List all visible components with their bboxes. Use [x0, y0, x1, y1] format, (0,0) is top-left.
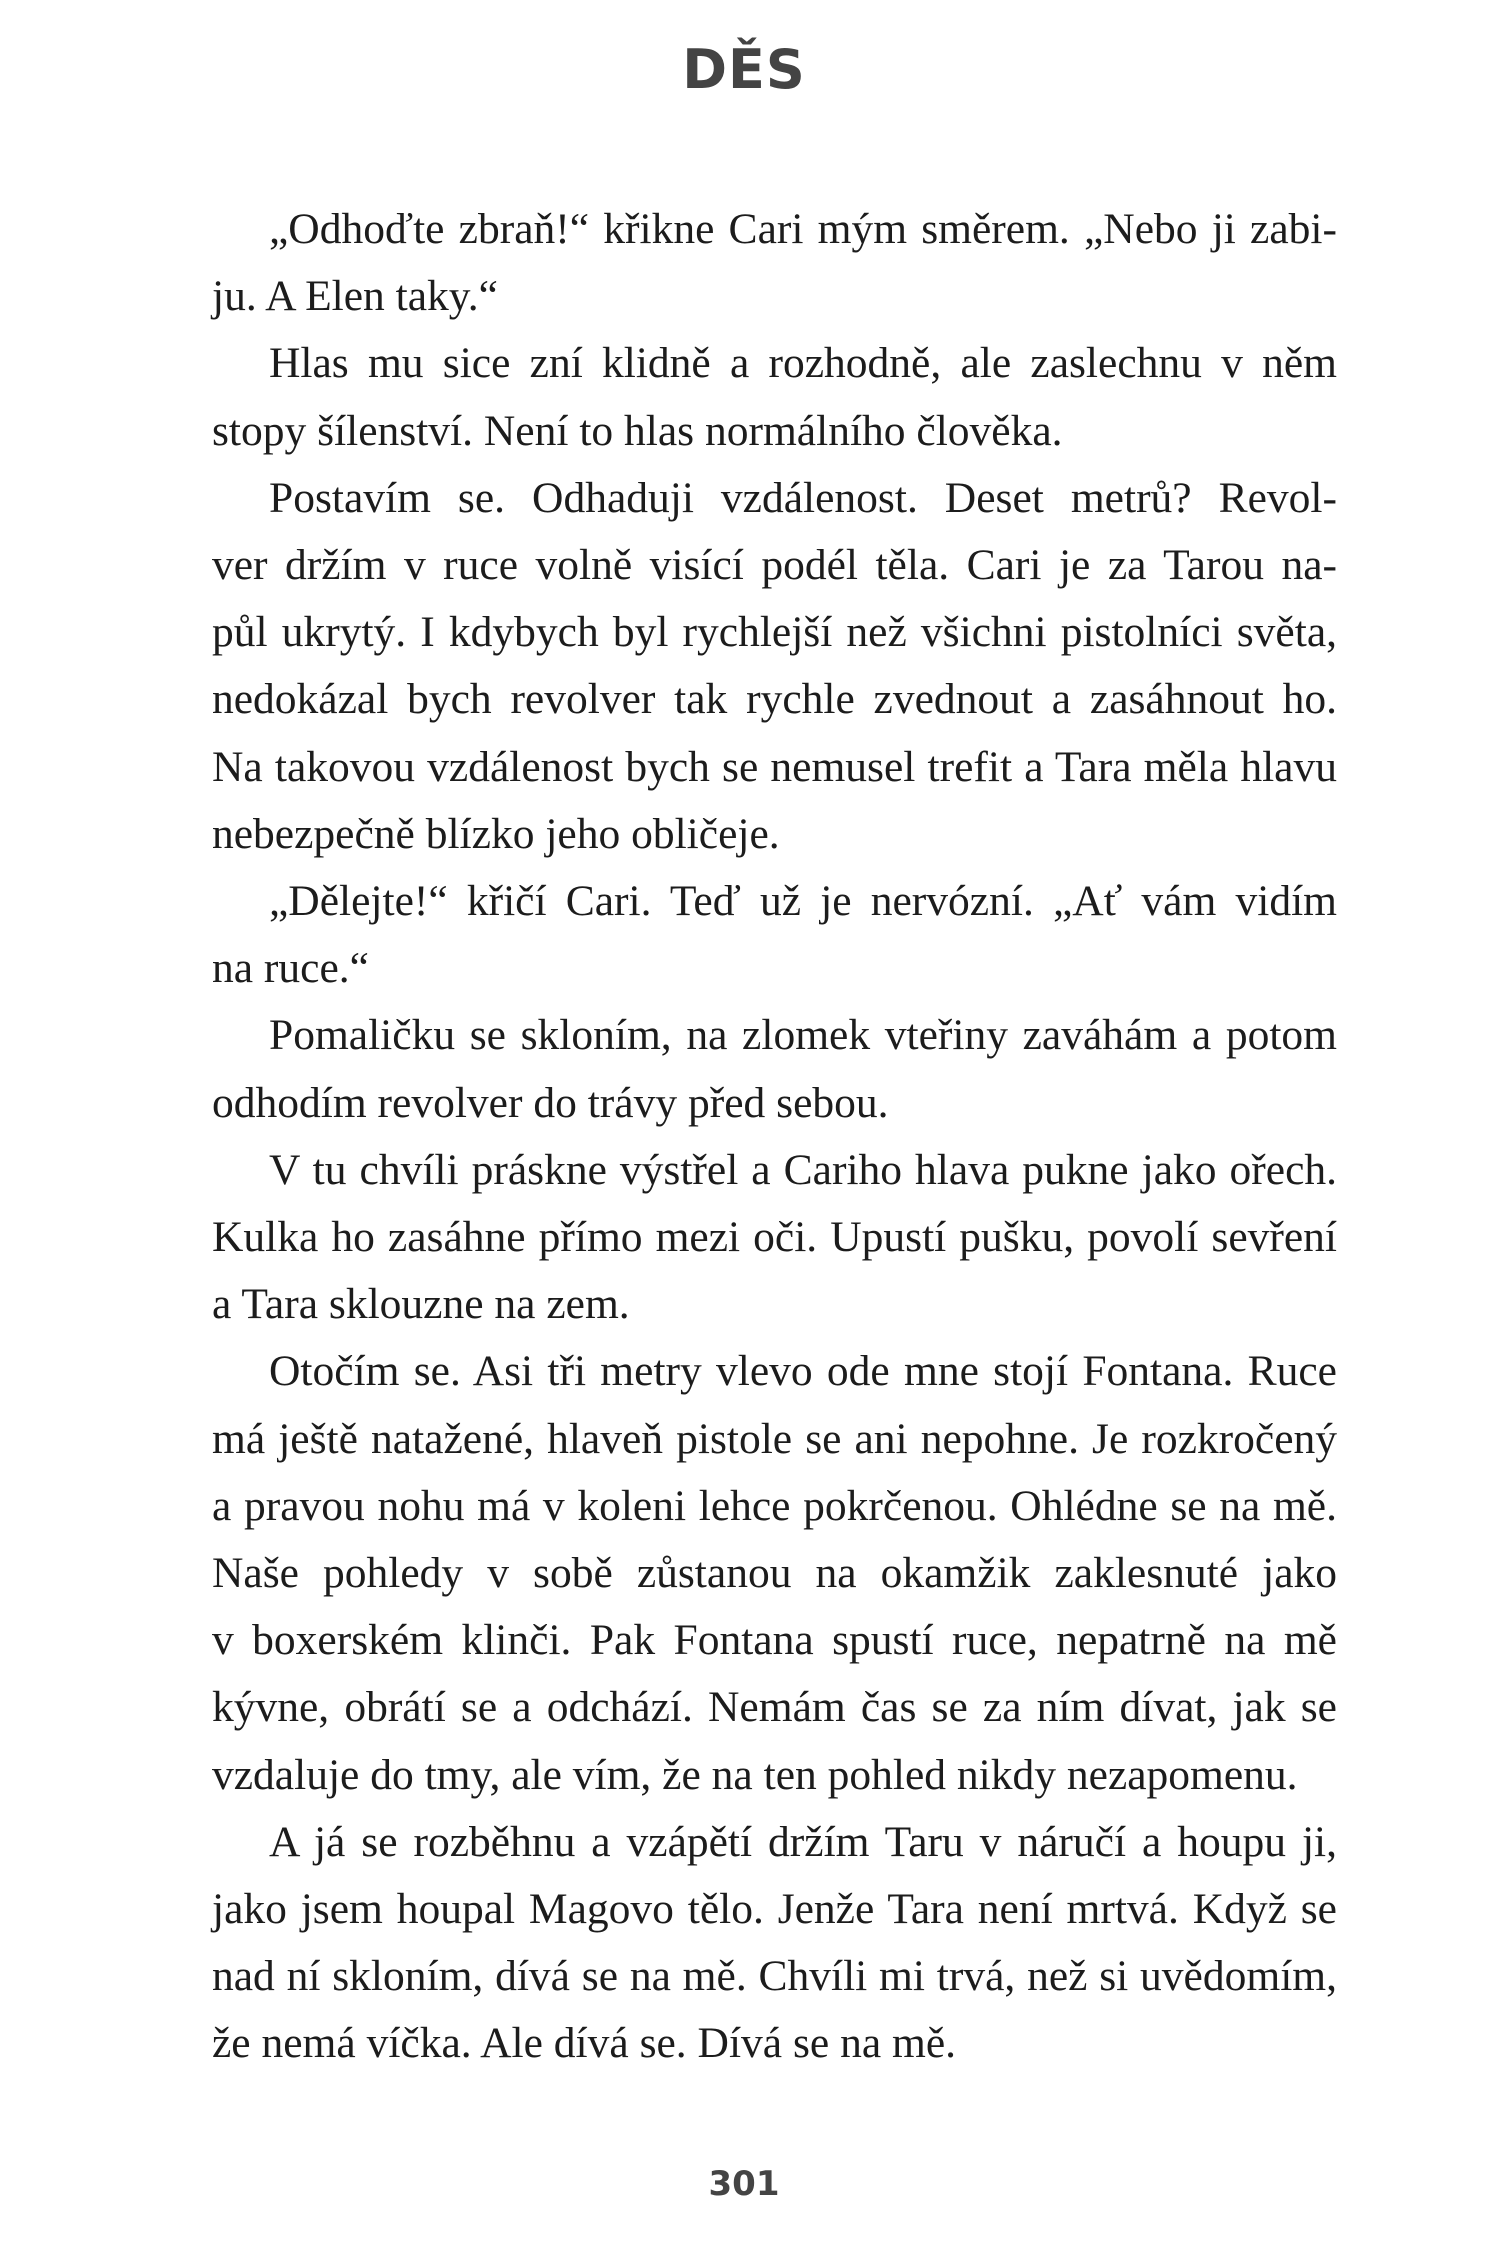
text-line: nebezpečně blízko jeho obličeje. — [212, 809, 780, 858]
paragraph — [155, 868, 1337, 1002]
text-line: jako jsem houpal Magovo tělo. Jenže Tara není mrtvá. Když se — [212, 1885, 1337, 1934]
text-line: nedokázal bych revolver tak rychle zvednout a zasáhnout ho. — [212, 675, 1337, 724]
text-line: ver držím v ruce volně visící podél těla. Cari je za Tarou na- — [212, 541, 1337, 590]
paragraph — [155, 1809, 1337, 2078]
text-line: „Dělejte!“ křičí Cari. Teď už je nervózní. „Ať vám vidím — [269, 877, 1337, 926]
text-line: má ještě natažené, hlaveň pistole se ani nepohne. Je rozkročený — [212, 1414, 1337, 1463]
body-text — [155, 196, 1337, 2078]
text-line: nad ní skloním, dívá se na mě. Chvíli mi trvá, než si uvědomím, — [212, 1952, 1337, 2001]
text-line: že nemá víčka. Ale dívá se. Dívá se na mě. — [212, 2019, 957, 2068]
text-line: půl ukrytý. I kdybych byl rychlejší než všichni pistolníci světa, — [212, 608, 1337, 657]
text-line: odhodím revolver do trávy před sebou. — [212, 1078, 889, 1127]
running-head-title: DĚS — [682, 38, 806, 101]
text-line: a Tara sklouzne na zem. — [212, 1280, 630, 1329]
text-line: Kulka ho zasáhne přímo mezi oči. Upustí pušku, povolí sevření — [212, 1213, 1337, 1262]
paragraph — [155, 1137, 1337, 1339]
text-line: kývne, obrátí se a odchází. Nemám čas se za ním dívat, jak se — [212, 1683, 1337, 1732]
text-line: Naše pohledy v sobě zůstanou na okamžik zaklesnuté jako — [212, 1549, 1337, 1598]
text-line: stopy šílenství. Není to hlas normálního člověka. — [212, 406, 1063, 455]
paragraph — [155, 1338, 1337, 1808]
text-line: A já se rozběhnu a vzápětí držím Taru v náručí a houpu ji, — [269, 1817, 1337, 1866]
text-line: vzdaluje do tmy, ale vím, že na ten pohled nikdy nezapomenu. — [212, 1750, 1298, 1799]
text-line: Otočím se. Asi tři metry vlevo ode mne stojí Fontana. Ruce — [269, 1347, 1337, 1396]
text-line: Postavím se. Odhaduji vzdálenost. Deset metrů? Revol- — [269, 473, 1337, 522]
text-line: v boxerském klinči. Pak Fontana spustí ruce, nepatrně na mě — [212, 1616, 1337, 1665]
text-line: Hlas mu sice zní klidně a rozhodně, ale zaslechnu v něm — [269, 339, 1337, 388]
page-number: 301 — [708, 2164, 780, 2204]
paragraph — [155, 196, 1337, 330]
text-line: V tu chvíli práskne výstřel a Cariho hlava pukne jako ořech. — [269, 1145, 1337, 1194]
text-line: ju. A Elen taky.“ — [212, 272, 498, 321]
text-line: Na takovou vzdálenost bych se nemusel trefit a Tara měla hlavu — [212, 742, 1337, 791]
paragraph — [155, 465, 1337, 868]
paragraph — [155, 1002, 1337, 1136]
paragraph — [155, 330, 1337, 464]
text-line: Pomaličku se skloním, na zlomek vteřiny zaváhám a potom — [269, 1011, 1337, 1060]
text-line: na ruce.“ — [212, 944, 369, 993]
text-line: „Odhoďte zbraň!“ křikne Cari mým směrem. „Nebo ji zabi- — [269, 205, 1337, 253]
text-line: a pravou nohu má v koleni lehce pokrčenou. Ohlédne se na mě. — [212, 1481, 1337, 1530]
